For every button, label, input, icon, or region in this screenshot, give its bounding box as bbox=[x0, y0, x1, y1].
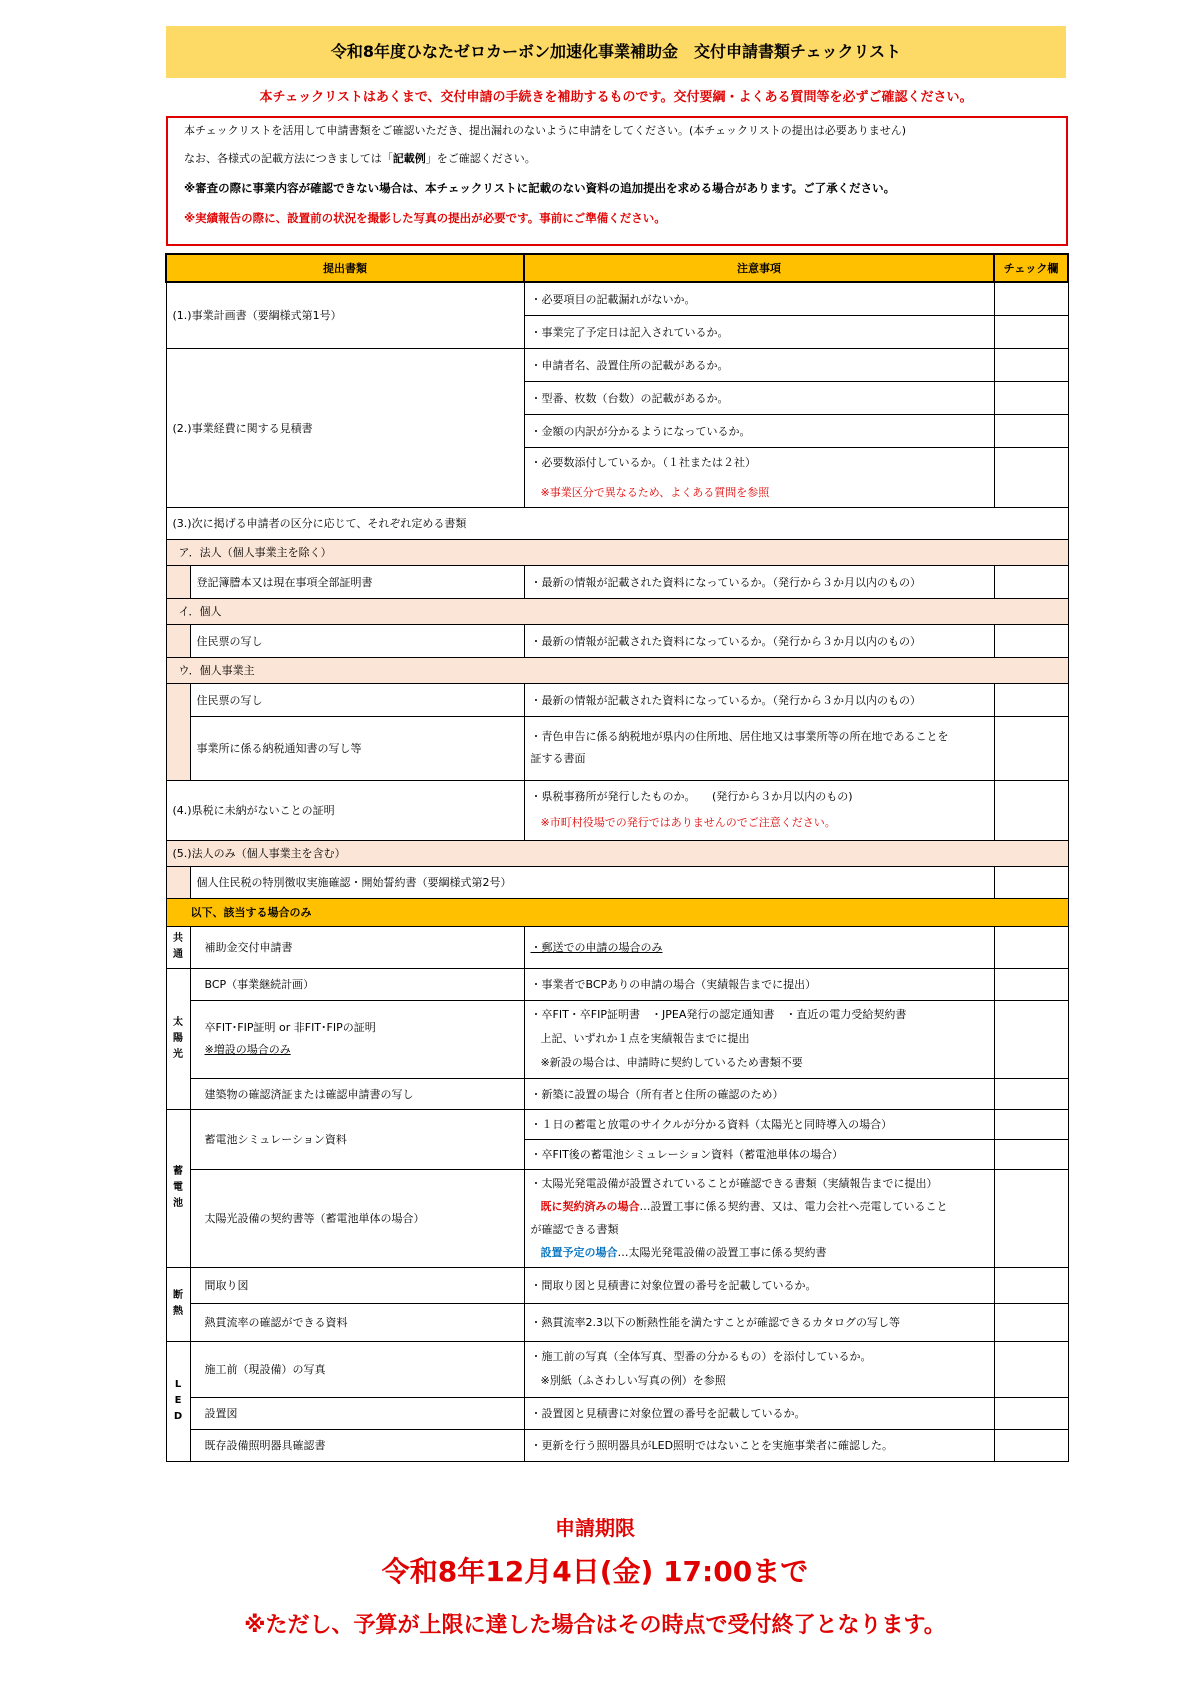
check-cell[interactable] bbox=[994, 1397, 1068, 1429]
note-item: ・郵送での申請の場合のみ bbox=[524, 926, 994, 968]
indent-cell bbox=[166, 624, 190, 657]
doc-solar-contract: 太陽光設備の契約書等（蓄電池単体の場合） bbox=[190, 1169, 524, 1267]
doc-thermal-transmittance: 熱貫流率の確認ができる資料 bbox=[190, 1303, 524, 1341]
note-item-red: ※事業区分で異なるため、よくある質問を参照 bbox=[524, 477, 994, 507]
note-line: 証する書面 bbox=[530, 752, 586, 765]
doc-before-photo: 施工前（現設備）の写真 bbox=[190, 1341, 524, 1397]
indent-cell bbox=[166, 683, 190, 780]
header-notes: 注意事項 bbox=[524, 254, 994, 282]
subsection-corporate: ア．法人（個人事業主を除く） bbox=[166, 539, 1068, 565]
page-title: 令和8年度ひなたゼロカーボン加速化事業補助金 交付申請書類チェックリスト bbox=[166, 26, 1066, 78]
check-cell[interactable] bbox=[994, 866, 1068, 898]
note-item: ・金額の内訳が分かるようになっているか。 bbox=[524, 414, 994, 447]
section-3-label: (3.)次に掲げる申請者の区分に応じて、それぞれ定める書類 bbox=[166, 507, 1068, 539]
header-check: チェック欄 bbox=[994, 254, 1068, 282]
note-item: ・最新の情報が記載された資料になっているか。（発行から３か月以内のもの） bbox=[524, 683, 994, 716]
notice-line-2-bold: 記載例 bbox=[392, 152, 426, 165]
check-cell[interactable] bbox=[994, 716, 1068, 780]
check-cell[interactable] bbox=[994, 1267, 1068, 1303]
check-cell[interactable] bbox=[994, 282, 1068, 315]
category-solar: 太 陽 光 bbox=[166, 968, 190, 1109]
check-cell[interactable] bbox=[994, 1341, 1068, 1397]
note-text: …太陽光発電設備の設置工事に係る契約書 bbox=[617, 1246, 827, 1259]
deadline-date: 令和8年12月4日(金) 17:00まで bbox=[381, 1555, 809, 1588]
doc-fit-certificate bbox=[190, 1000, 524, 1078]
check-cell[interactable] bbox=[994, 926, 1068, 968]
doc-tax-certificate: (4.)県税に未納がないことの証明 bbox=[166, 780, 524, 840]
note-item: ・熱貫流率2.3以下の断熱性能を満たすことが確認できるカタログの写し等 bbox=[524, 1303, 994, 1341]
doc-battery-simulation: 蓄電池シミュレーション資料 bbox=[190, 1109, 524, 1169]
category-insulation: 断 熱 bbox=[166, 1267, 190, 1341]
note-item: ・新築に設置の場合（所有者と住所の確認のため） bbox=[524, 1078, 994, 1109]
check-cell[interactable] bbox=[994, 1000, 1068, 1078]
notice-line-2 bbox=[184, 150, 536, 166]
notice-line-2-pre: なお、各様式の記載方法につきましては「 bbox=[184, 152, 393, 165]
doc-special-collection: 個人住民税の特別徴収実施確認・開始誓約書（要綱様式第2号） bbox=[190, 866, 994, 898]
check-cell[interactable] bbox=[994, 348, 1068, 381]
note-item: ・最新の情報が記載された資料になっているか。（発行から３か月以内のもの） bbox=[524, 624, 994, 657]
note-item: ・間取り図と見積書に対象位置の番号を記載しているか。 bbox=[524, 1267, 994, 1303]
check-cell[interactable] bbox=[994, 315, 1068, 348]
note-line: ・施工前の写真（全体写真、型番の分かるもの）を添付しているか。 bbox=[530, 1350, 872, 1363]
note-line bbox=[531, 1195, 988, 1218]
doc-application-form: 補助金交付申請書 bbox=[190, 926, 524, 968]
optional-header: 以下、該当する場合のみ bbox=[166, 898, 1068, 926]
note-item: ・更新を行う照明器具がLED照明ではないことを実施事業者に確認した。 bbox=[524, 1429, 994, 1461]
note-item: ・卒FIT後の蓄電池シミュレーション資料（蓄電池単体の場合） bbox=[524, 1139, 994, 1169]
planned-label: 設置予定の場合 bbox=[540, 1246, 618, 1259]
doc-line: 卒FIT･FIP証明 or 非FIT･FIPの証明 bbox=[204, 1021, 376, 1034]
doc-installation-drawing: 設置図 bbox=[190, 1397, 524, 1429]
notice-line-2-post: 」をご確認ください。 bbox=[425, 152, 536, 165]
note-line: が確認できる書類 bbox=[530, 1223, 619, 1236]
category-common: 共 通 bbox=[166, 926, 190, 968]
header-doc: 提出書類 bbox=[166, 254, 524, 282]
subsection-sole-proprietor: ウ．個人事業主 bbox=[166, 657, 1068, 683]
note-item: ・最新の情報が記載された資料になっているか。（発行から３か月以内のもの） bbox=[524, 565, 994, 598]
section-5-label: (5.)法人のみ（個人事業主を含む） bbox=[166, 840, 1068, 866]
doc-business-plan: (1.)事業計画書（要綱様式第1号） bbox=[166, 282, 524, 348]
note-line: ・卒FIT・卒FIP証明書 ・JPEA発行の認定通知書 ・直近の電力受給契約書 bbox=[530, 1008, 907, 1021]
doc-existing-lighting: 既存設備照明器具確認書 bbox=[190, 1429, 524, 1461]
check-cell[interactable] bbox=[994, 1139, 1068, 1169]
note-line: ・県税事務所が発行したものか。 (発行から３か月以内のもの) bbox=[530, 790, 853, 803]
check-cell[interactable] bbox=[994, 968, 1068, 1000]
check-cell[interactable] bbox=[994, 565, 1068, 598]
doc-floor-plan: 間取り図 bbox=[190, 1267, 524, 1303]
check-cell[interactable] bbox=[994, 624, 1068, 657]
doc-bcp: BCP（事業継続計画） bbox=[190, 968, 524, 1000]
notice-line-3: ※審査の際に事業内容が確認できない場合は、本チェックリストに記載のない資料の追加提出を求める場合があります。ご了承ください。 bbox=[184, 181, 896, 195]
note-text: …設置工事に係る契約書、又は、電力会社へ売電していること bbox=[639, 1200, 948, 1213]
check-cell[interactable] bbox=[994, 1109, 1068, 1139]
doc-resident-card: 住民票の写し bbox=[190, 624, 524, 657]
note-item bbox=[524, 1341, 994, 1397]
check-cell[interactable] bbox=[994, 414, 1068, 447]
note-item: ・申請者名、設置住所の記載があるか。 bbox=[524, 348, 994, 381]
note-item bbox=[524, 1169, 994, 1267]
subsection-individual: イ．個人 bbox=[166, 598, 1068, 624]
doc-registry: 登記簿謄本又は現在事項全部証明書 bbox=[190, 565, 524, 598]
warning-text: 本チェックリストはあくまで、交付申請の手続きを補助するものです。交付要綱・よくある質問等を必ずご確認ください。 bbox=[259, 90, 973, 105]
note-item: ・型番、枚数（台数）の記載があるか。 bbox=[524, 381, 994, 414]
doc-estimate: (2.)事業経費に関する見積書 bbox=[166, 348, 524, 507]
note-item: ・設置図と見積書に対象位置の番号を記載しているか。 bbox=[524, 1397, 994, 1429]
note-line bbox=[531, 1241, 988, 1264]
note-line: ・太陽光発電設備が設置されていることが確認できる書類（実績報告までに提出） bbox=[530, 1177, 938, 1190]
indent-cell bbox=[166, 565, 190, 598]
check-cell[interactable] bbox=[994, 1078, 1068, 1109]
note-item bbox=[524, 780, 994, 840]
note-item: ・事業完了予定日は記入されているか。 bbox=[524, 315, 994, 348]
check-cell[interactable] bbox=[994, 683, 1068, 716]
notice-line-1: 本チェックリストを活用して申請書類をご確認いただき、提出漏れのないように申請をしてください。(本チェックリストの提出は必要ありません) bbox=[184, 124, 907, 137]
note-line: 上記、いずれか１点を実績報告までに提出 bbox=[540, 1032, 750, 1045]
note-item: ・事業者でBCPありの申請の場合（実績報告までに提出） bbox=[524, 968, 994, 1000]
note-line: ・青色申告に係る納税地が県内の住所地、居住地又は事業所等の所在地であることを bbox=[530, 730, 949, 743]
note-item: ・必要数添付しているか。（１社または２社） bbox=[524, 447, 994, 477]
category-battery: 蓄 電 池 bbox=[166, 1109, 190, 1267]
doc-resident-card: 住民票の写し bbox=[190, 683, 524, 716]
check-cell[interactable] bbox=[994, 780, 1068, 840]
check-cell[interactable] bbox=[994, 1429, 1068, 1461]
check-cell[interactable] bbox=[994, 447, 1068, 507]
deadline-note: ※ただし、予算が上限に達した場合はその時点で受付終了となります。 bbox=[244, 1613, 946, 1638]
notice-line-4: ※実績報告の際に、設置前の状況を撮影した写真の提出が必要です。事前にご準備ください。 bbox=[184, 211, 666, 225]
note-line: ※別紙（ふさわしい写真の例）を参照 bbox=[540, 1374, 726, 1387]
note-line-red: ※市町村役場での発行ではありませんのでご注意ください。 bbox=[540, 816, 836, 829]
doc-building-confirmation: 建築物の確認済証または確認申請書の写し bbox=[190, 1078, 524, 1109]
note-item bbox=[524, 1000, 994, 1078]
notice-box bbox=[166, 116, 1068, 246]
indent-cell bbox=[166, 866, 190, 898]
note-item: ・必要項目の記載漏れがないか。 bbox=[524, 282, 994, 315]
check-cell[interactable] bbox=[994, 1303, 1068, 1341]
note-line: ※新設の場合は、申請時に契約しているため書類不要 bbox=[540, 1056, 803, 1069]
check-cell[interactable] bbox=[994, 1169, 1068, 1267]
contracted-label: 既に契約済みの場合 bbox=[540, 1200, 640, 1213]
doc-tax-notice: 事業所に係る納税通知書の写し等 bbox=[190, 716, 524, 780]
checklist-table bbox=[165, 253, 1069, 1462]
doc-line: ※増設の場合のみ bbox=[204, 1043, 291, 1056]
check-cell[interactable] bbox=[994, 381, 1068, 414]
note-item: ・１日の蓄電と放電のサイクルが分かる資料（太陽光と同時導入の場合） bbox=[524, 1109, 994, 1139]
category-led: L E D bbox=[166, 1341, 190, 1461]
note-item bbox=[524, 716, 994, 780]
deadline-label: 申請期限 bbox=[555, 1516, 635, 1540]
